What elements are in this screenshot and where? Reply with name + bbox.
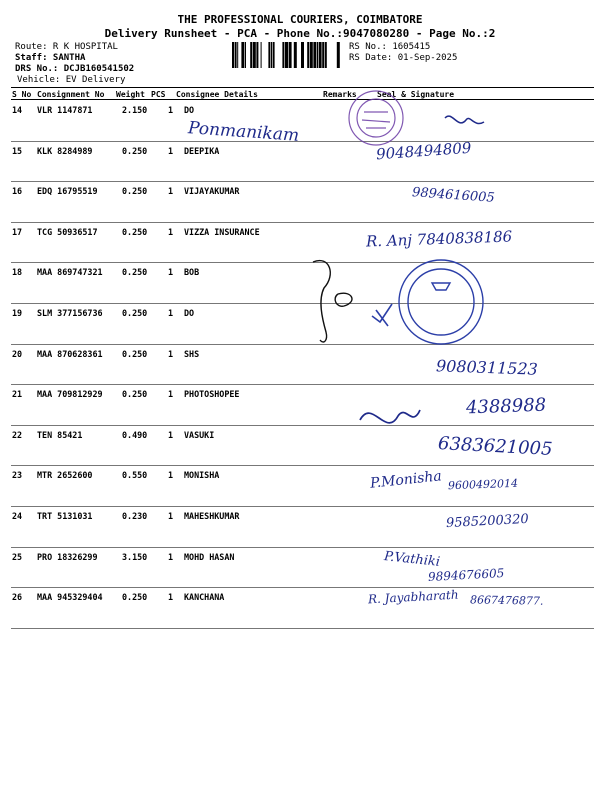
row-consignment: MAA 945329404 xyxy=(37,592,103,602)
handwritten-phone-row22: 6383621005 xyxy=(437,433,554,460)
row-pcs: 1 xyxy=(168,349,174,359)
handwritten-name-row25: P.Vathiki xyxy=(383,549,441,570)
row-weight: 0.250 xyxy=(122,389,148,399)
runsheet-subtitle: Delivery Runsheet - PCA - Phone No.:9047080280 - Page No.:2 xyxy=(104,27,496,40)
row-sno: 21 xyxy=(12,389,23,399)
row-consignee: DO xyxy=(184,105,195,115)
row-pcs: 1 xyxy=(168,146,174,156)
handwritten-number-row21: 4388988 xyxy=(465,394,547,419)
row-sno: 18 xyxy=(12,267,23,277)
row-pcs: 1 xyxy=(168,470,174,480)
row-consignee: VASUKI xyxy=(184,430,215,440)
row-weight: 0.250 xyxy=(122,227,148,237)
signature-row14 xyxy=(445,116,484,123)
signature-row22 xyxy=(360,410,420,423)
row-consignee: KANCHANA xyxy=(184,592,225,602)
row-consignee: MONISHA xyxy=(184,470,220,480)
row-consignment: EDQ 16795519 xyxy=(37,186,98,196)
row-consignee: VIJAYAKUMAR xyxy=(184,186,240,196)
row-consignment: TRT 5131031 xyxy=(37,511,93,521)
row-weight: 0.250 xyxy=(122,267,148,277)
handwritten-phone-row16: 9894616005 xyxy=(411,185,496,206)
row-consignee: PHOTOSHOPEE xyxy=(184,389,240,399)
row-pcs: 1 xyxy=(168,267,174,277)
handwritten-phone-row15: 9048494809 xyxy=(375,138,472,164)
row-pcs: 1 xyxy=(168,430,174,440)
row-consignment: VLR 1147871 xyxy=(37,105,93,115)
row-sno: 15 xyxy=(12,146,23,156)
row-consignment: KLK 8284989 xyxy=(37,146,93,156)
handwritten-name-row14: Ponmanikam xyxy=(187,118,300,146)
row-sno: 14 xyxy=(12,105,23,115)
row-consignee: DEEPIKA xyxy=(184,146,220,156)
route-label: Route: R K HOSPITAL xyxy=(15,42,118,52)
row-consignment: TEN 85421 xyxy=(37,430,83,440)
row-pcs: 1 xyxy=(168,592,174,602)
row-consignment: MTR 2652600 xyxy=(37,470,93,480)
row-sno: 17 xyxy=(12,227,23,237)
row-weight: 0.550 xyxy=(122,470,148,480)
row-consignee: MOHD HASAN xyxy=(184,552,235,562)
row-consignee: BOB xyxy=(184,267,200,277)
row-consignee: DO xyxy=(184,308,195,318)
row-consignment: MAA 869747321 xyxy=(37,267,103,277)
row-sno: 20 xyxy=(12,349,23,359)
row-sno: 22 xyxy=(12,430,23,440)
row-weight: 0.250 xyxy=(122,308,148,318)
row-weight: 0.250 xyxy=(122,592,148,602)
handwritten-phone-row23: 9600492014 xyxy=(447,476,519,493)
row-sno: 24 xyxy=(12,511,23,521)
round-postmark-seal xyxy=(349,91,403,145)
col-weight: Weight xyxy=(116,90,145,99)
row-sno: 16 xyxy=(12,186,23,196)
col-consignee: Consignee Details xyxy=(176,90,258,99)
row-pcs: 1 xyxy=(168,308,174,318)
company-title: THE PROFESSIONAL COURIERS, COIMBATORE xyxy=(177,13,423,26)
handwritten-name-row23: P.Monisha xyxy=(369,468,443,492)
row-pcs: 1 xyxy=(168,105,174,115)
staff-label: Staff: SANTHA xyxy=(15,53,86,63)
row-consignment: PRO 18326299 xyxy=(37,552,98,562)
handwritten-phone-row25: 9894676605 xyxy=(427,566,505,584)
row-consignment: SLM 377156736 xyxy=(37,308,103,318)
row-sno: 23 xyxy=(12,470,23,480)
drs-number: DRS No.: DCJB160541502 xyxy=(15,64,135,74)
row-consignee: MAHESHKUMAR xyxy=(184,511,240,521)
row-pcs: 1 xyxy=(168,227,174,237)
row-consignee: SHS xyxy=(184,349,200,359)
row-pcs: 1 xyxy=(168,552,174,562)
row-weight: 0.230 xyxy=(122,511,148,521)
col-seal: Seal & Signature xyxy=(377,90,455,99)
row-sno: 25 xyxy=(12,552,23,562)
rs-date: RS Date: 01-Sep-2025 xyxy=(349,53,458,63)
row-sno: 26 xyxy=(12,592,23,602)
row-weight: 3.150 xyxy=(122,552,148,562)
vehicle-label: Vehicle: EV Delivery xyxy=(17,75,126,85)
handwritten-name-row26: R. Jayabharath xyxy=(367,587,459,607)
row-consignment: TCG 50936517 xyxy=(37,227,98,237)
handwritten-phone-row24: 9585200320 xyxy=(445,511,530,532)
row-consignment: MAA 709812929 xyxy=(37,389,103,399)
col-consignment: Consignment No xyxy=(37,90,105,99)
handwritten-entry-row17: R. Anj 7840838186 xyxy=(365,227,513,251)
pen-check xyxy=(372,304,392,326)
row-pcs: 1 xyxy=(168,389,174,399)
handwritten-phone-row26: 8667476877. xyxy=(469,593,544,608)
col-pcs: PCS xyxy=(151,90,166,99)
handwritten-phone-row20: 9080311523 xyxy=(435,356,539,379)
rs-number: RS No.: 1605415 xyxy=(349,42,431,52)
row-weight: 0.250 xyxy=(122,146,148,156)
row-weight: 2.150 xyxy=(122,105,148,115)
row-weight: 0.250 xyxy=(122,349,148,359)
row-weight: 0.250 xyxy=(122,186,148,196)
row-weight: 0.490 xyxy=(122,430,148,440)
bank-seal-stamp xyxy=(399,260,483,344)
row-pcs: 1 xyxy=(168,186,174,196)
row-sno: 19 xyxy=(12,308,23,318)
pen-scribble xyxy=(313,261,352,342)
col-sno: S No xyxy=(12,90,32,99)
row-consignee: VIZZA INSURANCE xyxy=(184,227,260,237)
row-consignment: MAA 870628361 xyxy=(37,349,103,359)
row-pcs: 1 xyxy=(168,511,174,521)
col-remarks: Remarks xyxy=(323,90,357,99)
